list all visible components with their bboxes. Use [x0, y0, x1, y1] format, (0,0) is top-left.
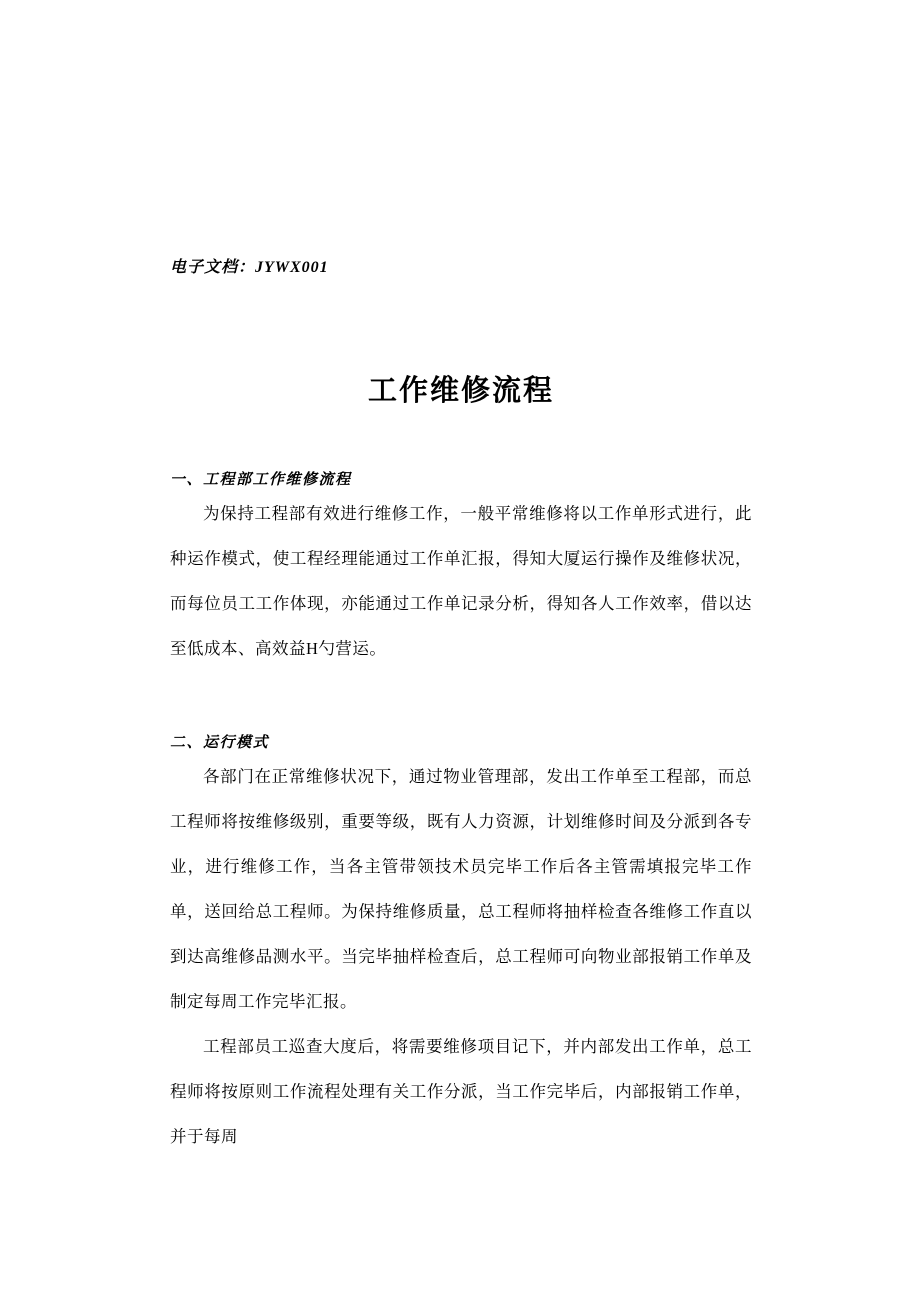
- section-operation-mode: [170, 733, 752, 1159]
- section-1-paragraph-1: 为保持工程部有效进行维修工作，一般平常维修将以工作单形式进行，此种运作模式，使工程经理能通过工作单汇报，得知大厦运行操作及维修状况，而每位员工工作体现，亦能通过工作单记录分析，得知各人工作效率，借以达至低成本、高效益H勺营运。: [170, 504, 752, 658]
- section-2-paragraph-1: 各部门在正常维修状况下，通过物业管理部，发出工作单至工程部，而总工程师将按维修级别，重要等级，既有人力资源，计划维修时间及分派到各专业，进行维修工作，当各主管带领技术员完毕工作后各主管需填报完毕工作单，送回给总工程师。为保持维修质量，总工程师将抽样检查各维修工作直以到达高维修品测水平。当完毕抽样检查后，总工程师可向物业部报销工作单及制定每周工作完毕汇报。: [170, 767, 752, 1011]
- section-2-heading: 二、运行模式: [170, 735, 270, 751]
- section-1-heading: 一、工程部工作维修流程: [170, 472, 352, 488]
- section-engineering-flow: [170, 470, 752, 671]
- document-title: 工作维修流程: [367, 375, 554, 407]
- doc-code-line: 电子文档：JYWX001: [170, 259, 329, 276]
- section-2-paragraph-2: 工程部员工巡查大度后，将需要维修项目记下，并内部发出工作单，总工程师将按原则工作流程处理有关工作分派，当工作完毕后，内部报销工作单，并于每周: [170, 1037, 752, 1146]
